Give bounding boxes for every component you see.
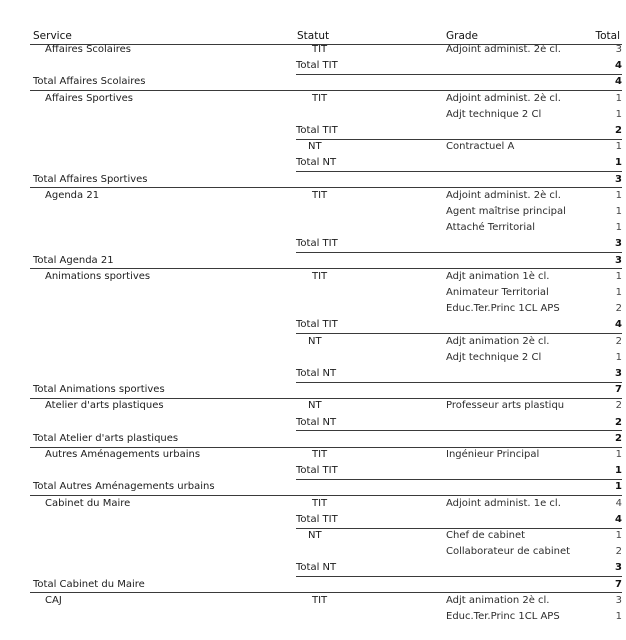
service-name: CAJ (45, 594, 62, 606)
service-name: Atelier d'arts plastiques (45, 400, 164, 412)
status-subtotal-row (0, 124, 626, 138)
count-value: 2 (615, 335, 622, 347)
table-row (0, 140, 626, 154)
table-row (0, 270, 626, 284)
status-subtotal-row (0, 318, 626, 332)
statut-value: TIT (312, 270, 328, 282)
count-value: 3 (615, 368, 622, 379)
count-value: 1 (615, 530, 622, 541)
statut-subtotal-label: Total TIT (296, 513, 338, 525)
count-value: 3 (615, 562, 622, 574)
count-value: 1 (615, 108, 622, 120)
grade-value: Educ.Ter.Princ 1CL APS (446, 611, 560, 622)
statut-value: NT (308, 141, 322, 153)
status-subtotal-row (0, 367, 626, 381)
grade-value: Adjt animation 2è cl. (446, 594, 550, 606)
count-value: 3 (615, 238, 622, 250)
count-value: 3 (615, 44, 622, 55)
grade-value: Educ.Ter.Princ 1CL APS (446, 303, 560, 315)
table-row (0, 92, 626, 106)
statut-value: NT (308, 400, 322, 412)
status-subtotal-row (0, 464, 626, 478)
grade-value: Adjt technique 2 Cl (446, 351, 542, 363)
count-value: 4 (615, 497, 622, 509)
statut-value: TIT (312, 449, 328, 460)
status-subtotal-row (0, 59, 626, 73)
grade-value: Adjt technique 2 Cl (446, 108, 542, 120)
count-value: 1 (615, 481, 622, 493)
count-value: 1 (615, 189, 622, 201)
table-row (0, 351, 626, 365)
table-row (0, 335, 626, 349)
service-total-row (0, 480, 626, 494)
table-row (0, 302, 626, 316)
table-row (0, 529, 626, 543)
statut-subtotal-label: Total TIT (296, 319, 338, 331)
statut-value: TIT (312, 594, 328, 606)
statut-subtotal-label: Total TIT (296, 238, 338, 250)
grade-value: Adjoint administ. 2è cl. (446, 44, 561, 55)
statut-value: NT (308, 530, 322, 541)
count-value: 7 (615, 384, 622, 396)
status-subtotal-row (0, 156, 626, 170)
service-name: Agenda 21 (45, 189, 100, 201)
table-row (0, 205, 626, 219)
header-total: Total (595, 30, 620, 42)
count-value: 2 (615, 546, 622, 558)
statut-subtotal-label: Total TIT (296, 465, 338, 477)
table-row (0, 399, 626, 413)
count-value: 1 (615, 287, 622, 298)
count-value: 3 (615, 173, 622, 185)
count-value: 4 (615, 60, 622, 72)
count-value: 4 (615, 76, 622, 88)
count-value: 1 (615, 465, 622, 477)
service-name: Autres Aménagements urbains (45, 449, 201, 460)
statut-subtotal-label: Total NT (296, 368, 337, 379)
table-row (0, 189, 626, 203)
count-value: 1 (615, 141, 622, 153)
service-total-label: Total Animations sportives (33, 384, 165, 396)
count-value: 7 (615, 578, 622, 590)
service-name: Animations sportives (45, 270, 151, 282)
grade-value: Adjt animation 2è cl. (446, 335, 550, 347)
status-subtotal-row (0, 513, 626, 527)
service-total-row (0, 173, 626, 187)
service-total-label: Total Affaires Scolaires (33, 76, 146, 88)
service-total-row (0, 432, 626, 446)
grade-value: Adjoint administ. 2è cl. (446, 189, 561, 201)
grade-value: Chef de cabinet (446, 530, 526, 541)
service-total-row (0, 75, 626, 89)
count-value: 4 (615, 513, 622, 525)
service-name: Affaires Sportives (45, 92, 133, 104)
statut-value: TIT (312, 189, 328, 201)
count-value: 2 (615, 416, 622, 428)
table-row (0, 594, 626, 608)
table-row (0, 545, 626, 559)
service-name: Cabinet du Maire (45, 497, 131, 509)
grade-value: Agent maîtrise principal (446, 206, 566, 217)
grade-value: Animateur Territorial (446, 287, 549, 298)
header-statut: Statut (297, 30, 330, 42)
statut-value: NT (308, 335, 322, 347)
service-name: Affaires Scolaires (45, 44, 131, 55)
statut-value: TIT (312, 92, 328, 104)
grade-value: Attaché Territorial (446, 222, 536, 234)
count-value: 1 (615, 92, 622, 104)
grade-value: Contractuel A (446, 141, 515, 153)
count-value: 2 (615, 400, 622, 412)
table-row (0, 221, 626, 235)
count-value: 3 (615, 254, 622, 266)
service-total-row (0, 254, 626, 268)
grade-value: Ingénieur Principal (446, 449, 540, 460)
service-total-label: Total Affaires Sportives (33, 173, 148, 185)
service-total-label: Total Cabinet du Maire (33, 578, 145, 590)
table-row (0, 108, 626, 122)
service-total-label: Total Agenda 21 (33, 254, 114, 266)
statut-subtotal-label: Total TIT (296, 125, 338, 136)
statut-value: TIT (312, 44, 328, 55)
status-subtotal-row (0, 561, 626, 575)
grade-value: Adjoint administ. 2è cl. (446, 92, 561, 104)
count-value: 2 (615, 432, 622, 444)
service-total-label: Total Atelier d'arts plastiques (33, 432, 179, 444)
header-service: Service (33, 30, 72, 42)
statut-subtotal-label: Total NT (296, 157, 337, 169)
count-value: 2 (615, 125, 622, 136)
count-value: 1 (615, 351, 622, 363)
grade-value: Professeur arts plastiqu (446, 400, 565, 412)
header-grade: Grade (446, 30, 479, 42)
status-subtotal-row (0, 237, 626, 251)
count-value: 2 (615, 303, 622, 315)
count-value: 1 (615, 157, 622, 169)
grade-value: Collaborateur de cabinet (446, 546, 571, 558)
count-value: 1 (615, 270, 622, 282)
grade-value: Adjoint administ. 1e cl. (446, 497, 561, 509)
table-row (0, 610, 626, 624)
statut-subtotal-label: Total TIT (296, 60, 338, 72)
service-total-row (0, 578, 626, 592)
table-row (0, 286, 626, 300)
statut-value: TIT (312, 497, 328, 509)
count-value: 1 (615, 611, 622, 622)
count-value: 1 (615, 222, 622, 234)
table-row (0, 448, 626, 462)
count-value: 4 (615, 319, 622, 331)
table-row (0, 497, 626, 511)
table-row (0, 43, 626, 57)
count-value: 1 (615, 449, 622, 460)
grade-value: Adjt animation 1è cl. (446, 270, 550, 282)
count-value: 3 (615, 594, 622, 606)
service-total-label: Total Autres Aménagements urbains (33, 481, 215, 493)
status-subtotal-row (0, 416, 626, 430)
statut-subtotal-label: Total NT (296, 416, 337, 428)
statut-subtotal-label: Total NT (296, 562, 337, 574)
service-total-row (0, 383, 626, 397)
count-value: 1 (615, 206, 622, 217)
